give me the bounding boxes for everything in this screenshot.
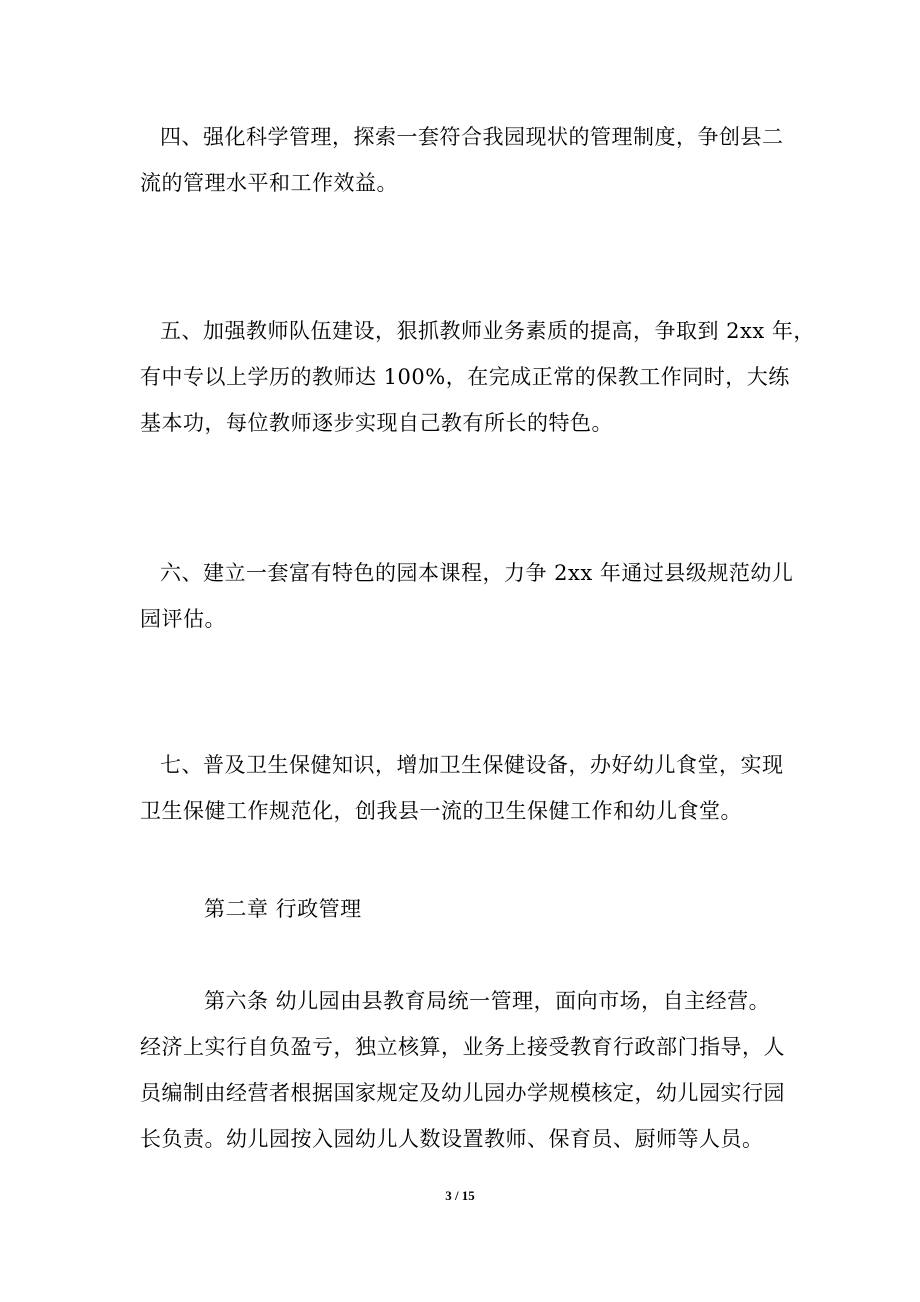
paragraph-line: 基本功，每位教师逐步实现自己教有所长的特色。 (140, 411, 613, 435)
paragraph-4-management (140, 114, 790, 206)
paragraph-line: 五、加强教师队伍建设，狠抓教师业务素质的提高，争取到 2xx 年， (160, 319, 815, 343)
paragraph-6-curriculum (140, 550, 794, 642)
page-number: 3 / 15 (445, 1188, 475, 1203)
chapter-heading: 第二章 行政管理 (204, 897, 362, 921)
article-6 (140, 978, 790, 1162)
paragraph-line: 卫生保健工作规范化，创我县一流的卫生保健工作和幼儿食堂。 (140, 799, 742, 823)
paragraph-line: 员编制由经营者根据国家规定及幼儿园办学规模核定，幼儿园实行园 (140, 1081, 785, 1105)
paragraph-line: 有中专以上学历的教师达 100%，在完成正常的保教工作同时，大练 (140, 365, 790, 389)
paragraph-5-teachers (140, 308, 815, 446)
paragraph-line: 园评估。 (140, 607, 226, 631)
paragraph-7-health (140, 742, 790, 834)
paragraph-line: 六、建立一套富有特色的园本课程，力争 2xx 年通过县级规范幼儿 (160, 561, 794, 585)
paragraph-line: 七、普及卫生保健知识，增加卫生保健设备，办好幼儿食堂，实现 (160, 753, 784, 777)
paragraph-line: 流的管理水平和工作效益。 (140, 171, 398, 195)
paragraph-line: 四、强化科学管理，探索一套符合我园现状的管理制度，争创县二 (160, 125, 784, 149)
paragraph-line: 第六条 幼儿园由县教育局统一管理，面向市场，自主经营。 (204, 989, 771, 1013)
paragraph-line: 长负责。幼儿园按入园幼儿人数设置教师、保育员、厨师等人员。 (140, 1127, 764, 1151)
paragraph-line: 经济上实行自负盈亏，独立核算，业务上接受教育行政部门指导，人 (140, 1035, 785, 1059)
